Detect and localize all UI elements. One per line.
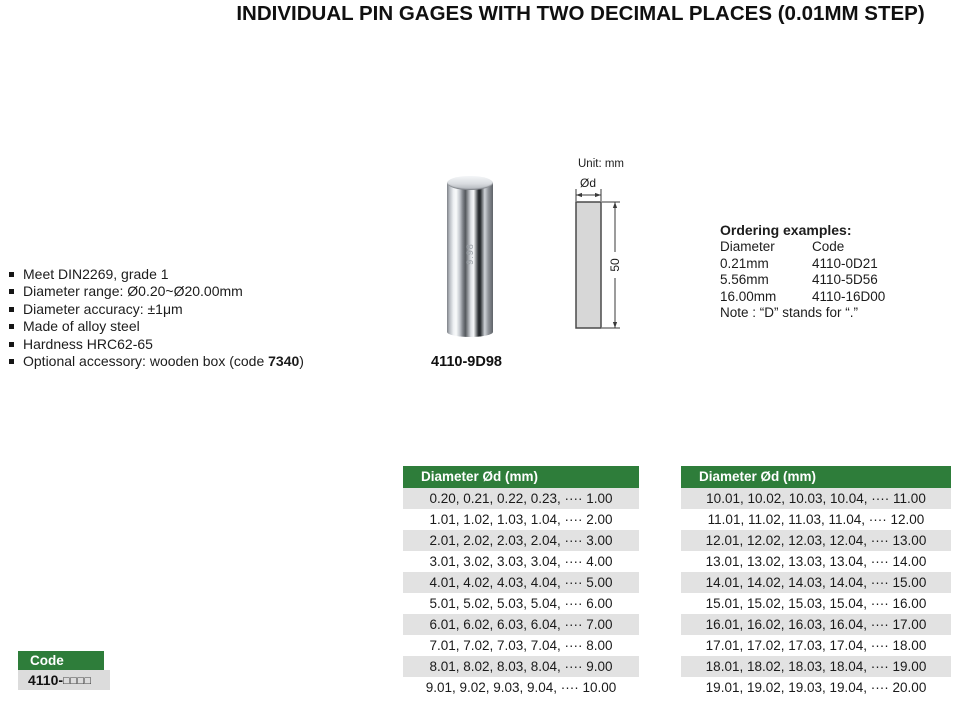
feature-text: Diameter range: Ø0.20~Ø20.00mm <box>23 283 243 300</box>
table-row: 14.01, 14.02, 14.03, 14.04, ···· 15.00 <box>681 572 951 593</box>
ordering-row <box>720 256 885 272</box>
ordering-diameter: 0.21mm <box>720 255 769 271</box>
table-row: 9.01, 9.02, 9.03, 9.04, ···· 10.00 <box>403 677 639 698</box>
ordering-row <box>720 289 885 305</box>
code-block <box>18 651 110 690</box>
table-row: 5.01, 5.02, 5.03, 5.04, ···· 6.00 <box>403 593 639 614</box>
ordering-examples <box>720 222 885 321</box>
table-body <box>681 488 951 698</box>
ordering-note: Note : “D” stands for “.” <box>720 305 859 321</box>
table-row: 12.01, 12.02, 12.03, 12.04, ···· 13.00 <box>681 530 951 551</box>
ordering-code: 4110-0D21 <box>812 255 878 271</box>
ordering-column-headers <box>720 239 885 255</box>
feature-item-optional-accessory <box>8 353 368 370</box>
table-row: 18.01, 18.02, 18.03, 18.04, ···· 19.00 <box>681 656 951 677</box>
table-row: 6.01, 6.02, 6.03, 6.04, ···· 7.00 <box>403 614 639 635</box>
feature-text-suffix: ) <box>299 353 304 370</box>
square-bullet-icon <box>9 272 14 277</box>
ordering-diameter: 16.00mm <box>720 288 777 304</box>
ordering-code: 4110-16D00 <box>812 288 886 304</box>
pin-gage-top-face <box>447 176 493 190</box>
table-header: Diameter Ød (mm) <box>681 466 951 488</box>
feature-text: Hardness HRC62-65 <box>23 335 153 352</box>
length-dim-label: 50 <box>608 258 622 272</box>
page-title: INDIVIDUAL PIN GAGES WITH TWO DECIMAL PLACES (0.01MM STEP) <box>236 2 925 25</box>
table-row: 0.20, 0.21, 0.22, 0.23, ···· 1.00 <box>403 488 639 509</box>
diameter-table-2 <box>681 466 951 698</box>
product-code-label: 4110-9D98 <box>431 354 502 370</box>
accessory-code: 7340 <box>268 353 300 370</box>
square-bullet-icon <box>9 307 14 312</box>
pin-gage-body <box>447 183 493 337</box>
ordering-col-code: Code <box>812 239 845 255</box>
square-bullet-icon <box>9 289 14 294</box>
table-row: 13.01, 13.02, 13.03, 13.04, ···· 14.00 <box>681 551 951 572</box>
diameter-table-1 <box>403 466 639 698</box>
ordering-title: Ordering examples: <box>720 222 852 238</box>
table-body <box>403 488 639 698</box>
feature-text: Diameter accuracy: ±1μm <box>23 300 183 317</box>
table-row: 11.01, 11.02, 11.03, 11.04, ···· 12.00 <box>681 509 951 530</box>
arrowhead-up-icon <box>613 202 617 208</box>
feature-text: Meet DIN2269, grade 1 <box>23 266 169 282</box>
arrowhead-right-icon <box>595 193 601 197</box>
gage-outline-rect <box>576 202 601 328</box>
table-row: 3.01, 3.02, 3.03, 3.04, ···· 4.00 <box>403 551 639 572</box>
code-header: Code <box>18 651 104 670</box>
square-bullet-icon <box>9 324 14 329</box>
unit-label: Unit: mm <box>578 158 624 170</box>
code-value <box>18 670 110 690</box>
table-header: Diameter Ød (mm) <box>403 466 639 488</box>
feature-item <box>8 266 368 283</box>
feature-item <box>8 301 368 318</box>
ordering-code: 4110-5D56 <box>812 272 878 288</box>
feature-item <box>8 318 368 335</box>
code-placeholder-boxes: □□□□ <box>63 675 92 687</box>
dimension-drawing <box>566 176 642 336</box>
arrowhead-down-icon <box>613 322 617 328</box>
table-row: 10.01, 10.02, 10.03, 10.04, ···· 11.00 <box>681 488 951 509</box>
feature-item <box>8 283 368 300</box>
ordering-col-diameter: Diameter <box>720 239 775 255</box>
ordering-row <box>720 272 885 288</box>
table-row: 1.01, 1.02, 1.03, 1.04, ···· 2.00 <box>403 509 639 530</box>
square-bullet-icon <box>9 359 14 364</box>
table-row: 15.01, 15.02, 15.03, 15.04, ···· 16.00 <box>681 593 951 614</box>
diameter-dim-label: Ød <box>579 176 597 190</box>
table-row: 19.01, 19.02, 19.03, 19.04, ···· 20.00 <box>681 677 951 698</box>
pin-engraving: 9.98 <box>465 243 475 265</box>
arrowhead-left-icon <box>576 193 582 197</box>
table-row: 4.01, 4.02, 4.03, 4.04, ···· 5.00 <box>403 572 639 593</box>
code-value-prefix: 4110- <box>28 672 64 688</box>
table-row: 16.01, 16.02, 16.03, 16.04, ···· 17.00 <box>681 614 951 635</box>
ordering-diameter: 5.56mm <box>720 272 769 288</box>
feature-text-prefix: Optional accessory: wooden box (code <box>23 353 269 370</box>
table-row: 8.01, 8.02, 8.03, 8.04, ···· 9.00 <box>403 656 639 677</box>
feature-text: Made of alloy steel <box>23 318 140 335</box>
feature-text <box>23 353 304 370</box>
table-row: 7.01, 7.02, 7.03, 7.04, ···· 8.00 <box>403 635 639 656</box>
table-row: 2.01, 2.02, 2.03, 2.04, ···· 3.00 <box>403 530 639 551</box>
pin-gage-photo <box>447 176 493 337</box>
feature-list <box>8 266 368 370</box>
square-bullet-icon <box>9 342 14 347</box>
table-row: 17.01, 17.02, 17.03, 17.04, ···· 18.00 <box>681 635 951 656</box>
feature-item <box>8 336 368 353</box>
